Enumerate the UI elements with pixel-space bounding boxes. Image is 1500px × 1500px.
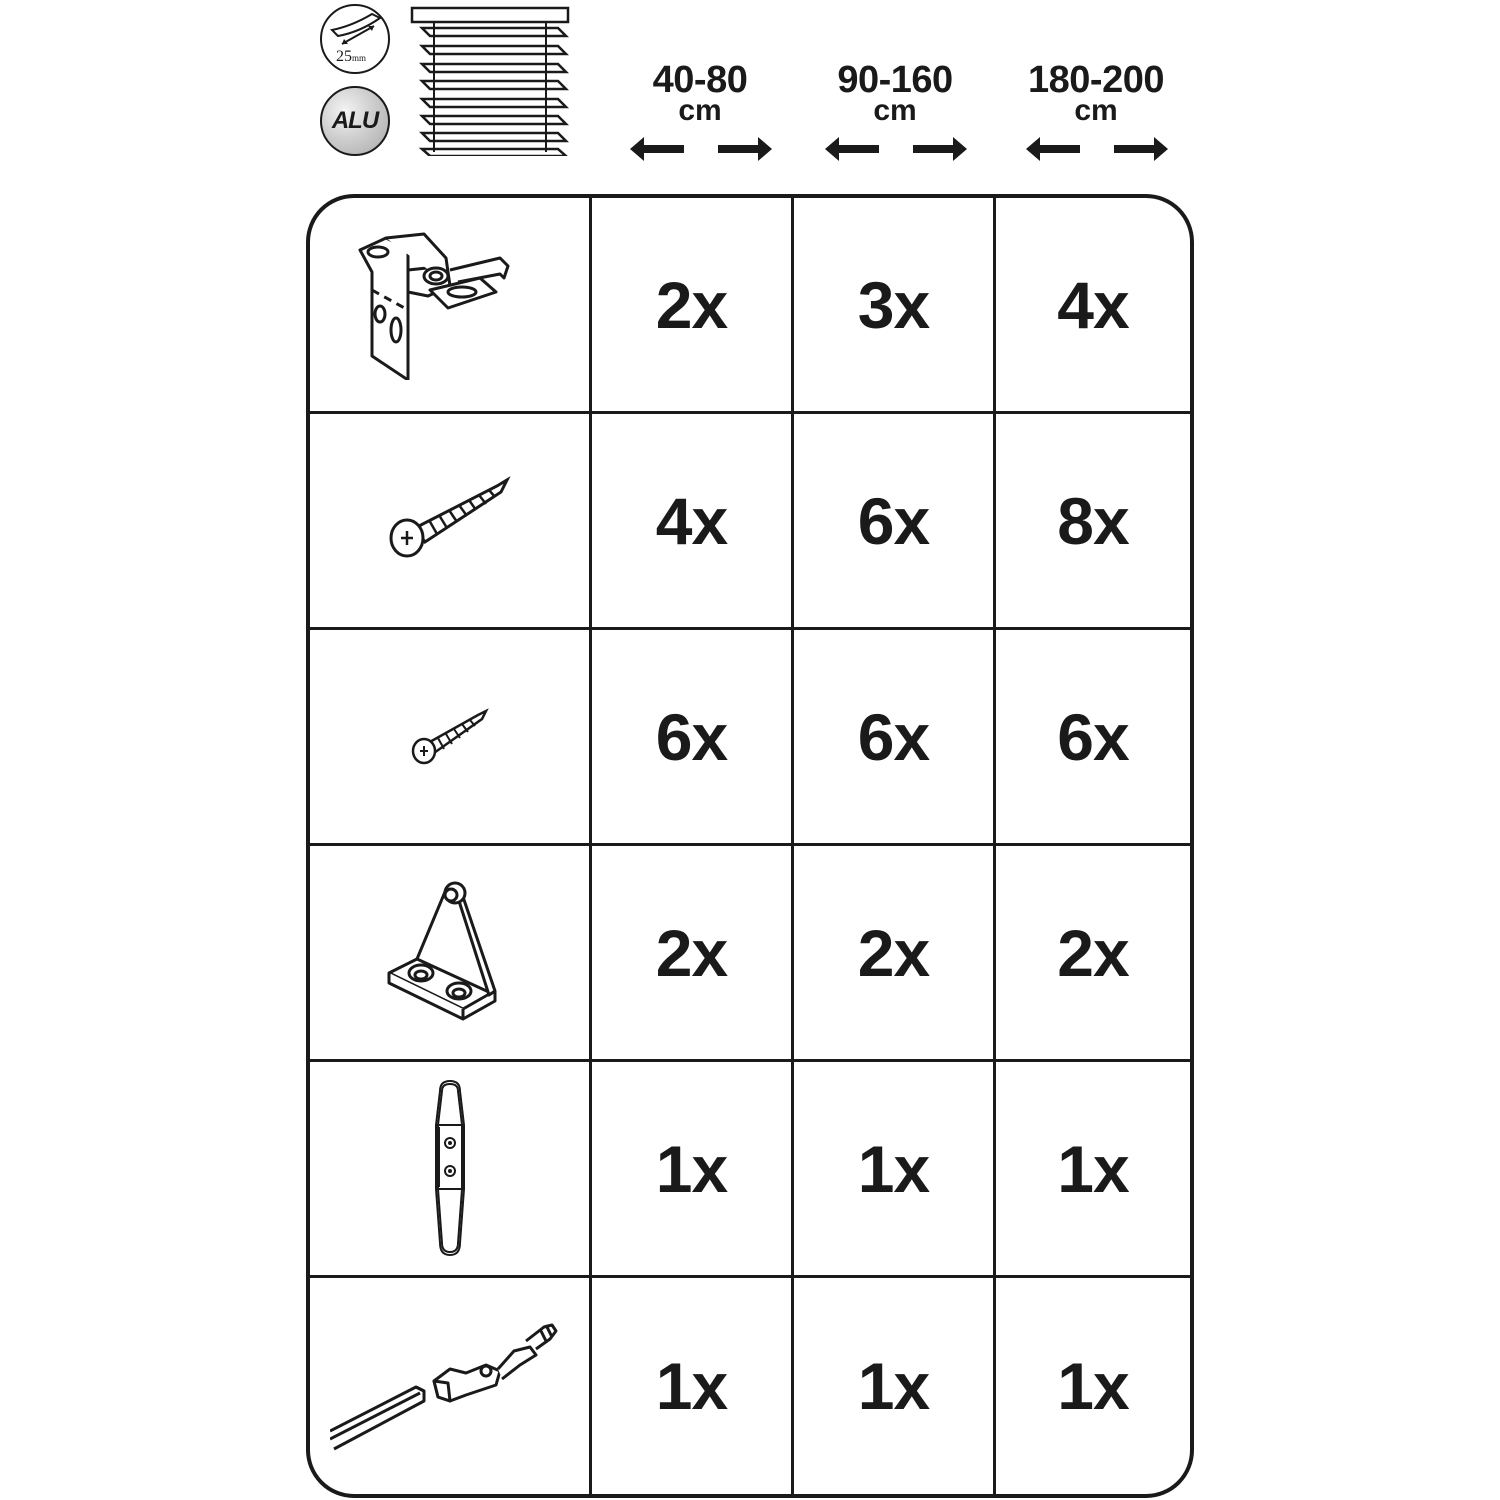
quantity-value: 1x bbox=[655, 1349, 728, 1423]
quantity-cell bbox=[794, 414, 996, 630]
quantity-cell bbox=[592, 414, 794, 630]
quantity-value: 1x bbox=[857, 1131, 930, 1206]
quantity-cell bbox=[996, 846, 1190, 1062]
part-image-cell bbox=[310, 846, 592, 1062]
cord-guide-bracket-icon bbox=[385, 873, 515, 1033]
quantity-cell bbox=[592, 1278, 794, 1494]
width-arrows-icon bbox=[600, 134, 800, 164]
mounting-bracket-icon bbox=[350, 230, 550, 380]
cord-connector-icon bbox=[430, 1079, 470, 1259]
quantity-cell bbox=[794, 630, 996, 846]
width-arrows-icon bbox=[795, 134, 995, 164]
part-image-cell bbox=[310, 630, 592, 846]
quantity-value: 6x bbox=[857, 483, 930, 558]
quantity-value: 1x bbox=[655, 1131, 728, 1206]
quantity-cell bbox=[996, 198, 1190, 414]
width-arrows-icon bbox=[996, 134, 1196, 164]
material-badge bbox=[320, 86, 390, 156]
quantity-cell bbox=[592, 1062, 794, 1278]
quantity-value: 1x bbox=[1057, 1349, 1129, 1423]
range-label: 90-160 bbox=[837, 59, 953, 101]
large-screw-icon bbox=[385, 476, 515, 566]
range-unit: cm bbox=[1074, 94, 1118, 127]
quantity-cell bbox=[996, 1278, 1190, 1494]
quantity-cell bbox=[592, 198, 794, 414]
quantity-value: 2x bbox=[857, 915, 930, 990]
part-image-cell bbox=[310, 1278, 592, 1494]
range-header-3 bbox=[996, 59, 1196, 164]
quantity-value: 8x bbox=[1057, 483, 1129, 558]
part-image-cell bbox=[310, 198, 592, 414]
venetian-blind-icon bbox=[410, 6, 570, 156]
quantity-value: 2x bbox=[655, 267, 728, 342]
small-screw-icon bbox=[410, 707, 490, 767]
quantity-cell bbox=[794, 1278, 996, 1494]
quantity-value: 4x bbox=[1057, 267, 1129, 342]
quantity-value: 2x bbox=[655, 915, 728, 990]
material-label: ALU bbox=[331, 107, 379, 134]
range-unit: cm bbox=[873, 94, 917, 127]
quantity-value: 4x bbox=[655, 483, 728, 558]
quantity-cell bbox=[996, 414, 1190, 630]
slat-width-badge bbox=[320, 4, 390, 74]
quantity-cell bbox=[592, 846, 794, 1062]
range-header-1 bbox=[600, 59, 800, 164]
quantity-cell bbox=[794, 846, 996, 1062]
quantity-value: 6x bbox=[1057, 699, 1129, 774]
quantity-cell bbox=[996, 630, 1190, 846]
quantity-value: 3x bbox=[857, 267, 930, 342]
quantity-cell bbox=[794, 1062, 996, 1278]
range-label: 180-200 bbox=[1028, 59, 1164, 101]
quantity-value: 6x bbox=[655, 699, 728, 774]
quantity-cell bbox=[996, 1062, 1190, 1278]
tilt-wand-connector-icon bbox=[330, 1311, 570, 1461]
quantity-value: 1x bbox=[857, 1349, 930, 1423]
parts-table bbox=[306, 194, 1194, 1498]
quantity-value: 1x bbox=[1057, 1131, 1129, 1206]
range-label: 40-80 bbox=[652, 59, 748, 101]
slat-width-value: 25mm bbox=[336, 48, 367, 65]
range-header-2 bbox=[795, 59, 995, 164]
quantity-cell bbox=[592, 630, 794, 846]
part-image-cell bbox=[310, 414, 592, 630]
quantity-value: 6x bbox=[857, 699, 930, 774]
part-image-cell bbox=[310, 1062, 592, 1278]
quantity-value: 2x bbox=[1057, 915, 1129, 990]
quantity-cell bbox=[794, 198, 996, 414]
range-unit: cm bbox=[678, 94, 722, 127]
